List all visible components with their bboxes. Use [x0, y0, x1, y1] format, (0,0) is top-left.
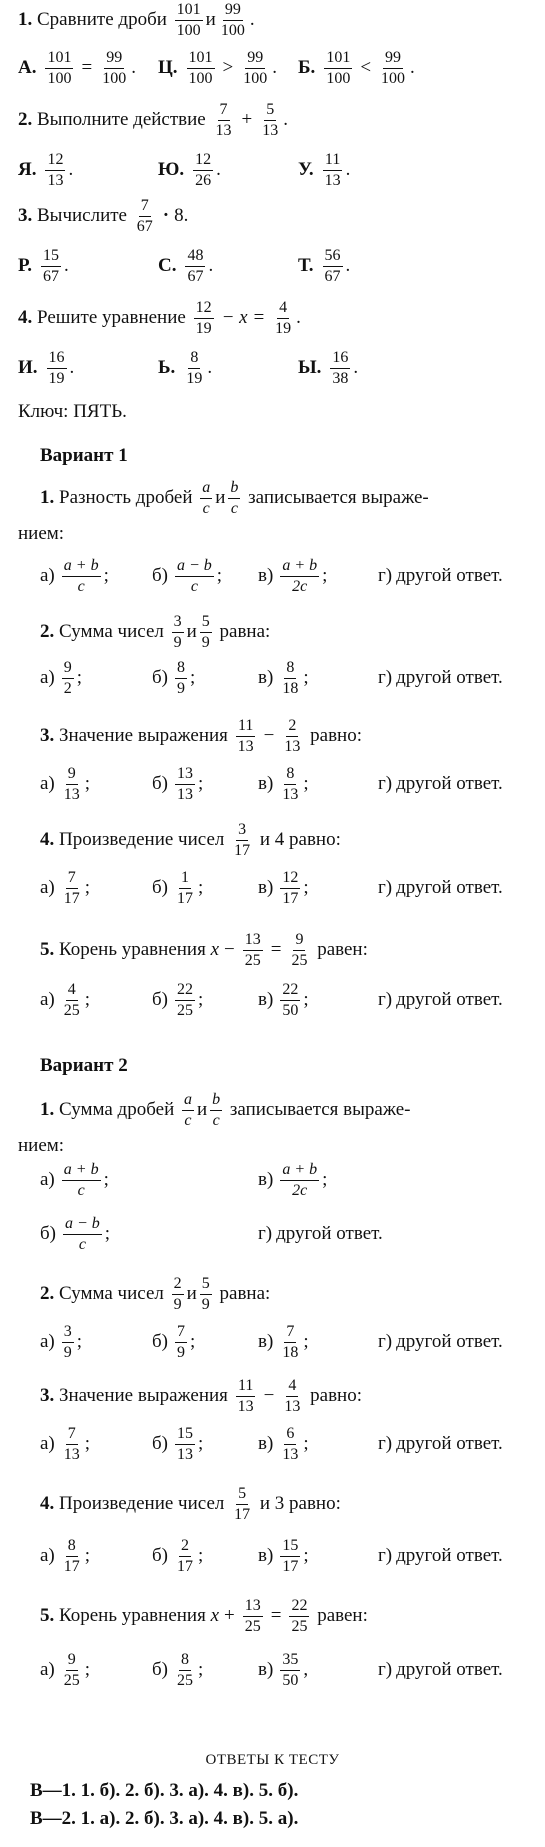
- answer-option: б) $\frac{8}{9}$ ;: [152, 658, 196, 697]
- v2-q1-options-row1: [18, 1160, 539, 1200]
- fraction: $\frac{13}{13}$: [177, 764, 193, 803]
- answer-option: б) $\frac{a - b}{c}$ ;: [40, 1214, 111, 1253]
- answer-option: б) $\frac{8}{25}$ ;: [152, 1650, 204, 1689]
- answer-option: а) $\frac{7}{17}$ ;: [40, 868, 91, 907]
- fraction: $\frac{2}{13}$: [284, 716, 301, 755]
- fraction: $\frac{11}{13}$: [324, 150, 341, 189]
- fraction: $\frac{99}{100}$: [220, 0, 245, 39]
- fraction: $\frac{13}{25}$: [244, 1596, 261, 1635]
- intro-question-4: 4. Решите уравнение $\frac{12}{19}$ − x = $\frac{4}{19}$ .: [18, 298, 301, 337]
- answer-option: б) $\frac{15}{13}$ ;: [152, 1424, 204, 1463]
- answer-option: Ц. $\frac{101}{100}$ > $\frac{99}{100}$ .: [158, 48, 277, 87]
- fraction: $\frac{101}{100}$: [176, 0, 201, 39]
- fraction: $\frac{9}{25}$: [63, 1650, 80, 1689]
- intro-question-2: 2. Выполните действие $\frac{7}{13}$ + $\frac{5}{13}$ .: [18, 100, 288, 139]
- fraction: $\frac{15}{13}$: [177, 1424, 193, 1463]
- answer-option: в) $\frac{a + b}{2c}$ ;: [258, 1160, 328, 1199]
- v1-question-5: 5. Корень уравнения x − $\frac{13}{25}$ = $\frac{9}{25}$ равен:: [40, 930, 368, 969]
- answer-option: в) $\frac{35}{50}$ ,: [258, 1650, 309, 1689]
- fraction: $\frac{5}{9}$: [201, 612, 210, 651]
- fraction: $\frac{7}{67}$: [136, 196, 153, 235]
- fraction: $\frac{9}{2}$: [63, 658, 72, 697]
- question-number: 1.: [18, 9, 33, 30]
- fraction: $\frac{99}{100}$: [243, 48, 268, 87]
- v1-question-3: 3. Значение выражения $\frac{11}{13}$ − $\frac{2}{13}$ равно:: [40, 716, 362, 755]
- question-number: 1.: [40, 487, 55, 508]
- fraction: $\frac{a - b}{c}$: [65, 1214, 100, 1253]
- answer-option: в) $\frac{8}{13}$ ;: [258, 764, 309, 803]
- fraction: $\frac{b}{c}$: [212, 1090, 221, 1129]
- fraction: $\frac{7}{13}$: [215, 100, 232, 139]
- fraction: $\frac{b}{c}$: [230, 478, 239, 517]
- fraction: $\frac{12}{26}$: [195, 150, 212, 189]
- answer-option: б) $\frac{13}{13}$ ;: [152, 764, 204, 803]
- v2-q2-options: [18, 1322, 539, 1362]
- answer-option: г) другой ответ.: [378, 773, 503, 794]
- intro-q2-options: [18, 150, 539, 190]
- answer-option: в) $\frac{12}{17}$ ;: [258, 868, 309, 907]
- answer-option: б) $\frac{a - b}{c}$ ;: [152, 556, 223, 595]
- v2-q3-options: [18, 1424, 539, 1464]
- variant-1-title: Вариант 1: [40, 445, 128, 466]
- fraction: $\frac{2}{9}$: [173, 1274, 182, 1313]
- v1-q4-options: [18, 868, 539, 908]
- answer-option: а) $\frac{9}{13}$ ;: [40, 764, 91, 803]
- question-number: 5.: [40, 1605, 55, 1626]
- fraction: $\frac{101}{100}$: [188, 48, 213, 87]
- answer-option: а) $\frac{a + b}{c}$ ;: [40, 1160, 109, 1199]
- answers-heading: ОТВЕТЫ К ТЕСТУ: [205, 1752, 340, 1768]
- fraction: $\frac{12}{19}$: [195, 298, 212, 337]
- fraction: $\frac{56}{67}$: [324, 246, 341, 285]
- question-number: 2.: [40, 621, 55, 642]
- fraction: $\frac{7}{9}$: [177, 1322, 185, 1361]
- answer-option: а) $\frac{9}{2}$ ;: [40, 658, 83, 697]
- answer-option: А. $\frac{101}{100}$ = $\frac{99}{100}$ .: [18, 48, 136, 87]
- v1-question-1: 1. Разность дробей $\frac{a}{c}$ и $\frac{b}{c}$ записывается выраже-: [40, 478, 429, 517]
- fraction: $\frac{8}{18}$: [282, 658, 299, 697]
- question-text: Сравните дроби: [37, 9, 167, 30]
- fraction: $\frac{48}{67}$: [187, 246, 204, 285]
- question-number: 2.: [18, 109, 33, 130]
- answer-option: Я. $\frac{12}{13}$ .: [18, 150, 74, 189]
- answer-option: г) другой ответ.: [378, 989, 503, 1010]
- answer-option: Т. $\frac{56}{67}$ .: [298, 246, 351, 285]
- answer-option: Ы. $\frac{16}{38}$ .: [298, 348, 359, 387]
- answer-option: а) $\frac{3}{9}$ ;: [40, 1322, 83, 1361]
- answer-option: в) $\frac{6}{13}$ ;: [258, 1424, 309, 1463]
- v2-question-2: 2. Сумма чисел $\frac{2}{9}$ и $\frac{5}{9}$ равна:: [40, 1274, 271, 1313]
- fraction: $\frac{7}{17}$: [63, 868, 80, 907]
- fraction: $\frac{a - b}{c}$: [177, 556, 212, 595]
- fraction: $\frac{9}{25}$: [291, 930, 308, 969]
- fraction: $\frac{8}{19}$: [186, 348, 203, 387]
- v2-question-1: 1. Сумма дробей $\frac{a}{c}$ и $\frac{b}{c}$ записывается выраже-: [40, 1090, 411, 1129]
- question-text: Вычислите: [37, 205, 127, 226]
- question-number: 4.: [40, 829, 55, 850]
- v2-q1-options-row2: [18, 1214, 539, 1254]
- fraction: $\frac{4}{19}$: [275, 298, 292, 337]
- answer-option: г) другой ответ.: [258, 1223, 383, 1244]
- answer-option: а) $\frac{7}{13}$ ;: [40, 1424, 91, 1463]
- fraction: $\frac{4}{13}$: [284, 1376, 301, 1415]
- fraction: $\frac{101}{100}$: [326, 48, 351, 87]
- intro-q3-options: [18, 246, 539, 286]
- v2-question-4: 4. Произведение чисел $\frac{5}{17}$ и 3 равно:: [40, 1484, 341, 1523]
- answer-option: г) другой ответ.: [378, 1659, 503, 1680]
- fraction: $\frac{11}{13}$: [237, 1376, 254, 1415]
- answer-option: а) $\frac{9}{25}$ ;: [40, 1650, 91, 1689]
- fraction: $\frac{a + b}{c}$: [63, 1160, 99, 1199]
- fraction: $\frac{22}{25}$: [177, 980, 193, 1019]
- question-number: 5.: [40, 939, 55, 960]
- answer-option: И. $\frac{16}{19}$ .: [18, 348, 75, 387]
- answers-line-v1: В—1. 1. б). 2. б). 3. а). 4. в). 5. б).: [30, 1780, 299, 1801]
- v2-q5-options: [18, 1650, 539, 1690]
- answer-option: в) $\frac{a + b}{2c}$ ;: [258, 556, 328, 595]
- answer-option: г) другой ответ.: [378, 1433, 503, 1454]
- answer-option: а) $\frac{a + b}{c}$ ;: [40, 556, 109, 595]
- fraction: $\frac{15}{17}$: [282, 1536, 299, 1575]
- fraction: $\frac{7}{18}$: [282, 1322, 299, 1361]
- answer-option: а) $\frac{8}{17}$ ;: [40, 1536, 91, 1575]
- question-number: 1.: [40, 1099, 55, 1120]
- intro-question-1: 1. Сравните дроби $\frac{101}{100}$ и $\frac{99}{100}$ .: [18, 0, 255, 39]
- question-number: 4.: [18, 307, 33, 328]
- v2-q4-options: [18, 1536, 539, 1576]
- answer-option: г) другой ответ.: [378, 1545, 503, 1566]
- fraction: $\frac{35}{50}$: [282, 1650, 299, 1689]
- fraction: $\frac{5}{17}$: [234, 1484, 251, 1523]
- answer-option: Ь. $\frac{8}{19}$ .: [158, 348, 213, 387]
- answer-key: Ключ: ПЯТЬ.: [18, 401, 127, 422]
- fraction: $\frac{2}{17}$: [177, 1536, 193, 1575]
- answer-option: в) $\frac{7}{18}$ ;: [258, 1322, 309, 1361]
- answer-option: г) другой ответ.: [378, 565, 503, 586]
- fraction: $\frac{3}{9}$: [63, 1322, 72, 1361]
- fraction: $\frac{15}{67}$: [42, 246, 59, 285]
- answer-option: б) $\frac{7}{9}$ ;: [152, 1322, 196, 1361]
- v1-question-1-cont: нием:: [18, 523, 65, 544]
- question-number: 2.: [40, 1283, 55, 1304]
- intro-question-3: 3. Вычислите $\frac{7}{67}$ · 8.: [18, 196, 189, 235]
- v1-question-2: 2. Сумма чисел $\frac{3}{9}$ и $\frac{5}{9}$ равна:: [40, 612, 271, 651]
- v2-question-5: 5. Корень уравнения x + $\frac{13}{25}$ = $\frac{22}{25}$ равен:: [40, 1596, 368, 1635]
- fraction: $\frac{7}{13}$: [63, 1424, 80, 1463]
- answers-line-v2: В—2. 1. а). 2. б). 3. а). 4. в). 5. а).: [30, 1808, 299, 1829]
- question-text: Выполните действие: [37, 109, 206, 130]
- fraction: $\frac{3}{9}$: [173, 612, 182, 651]
- fraction: $\frac{11}{13}$: [237, 716, 254, 755]
- v1-q5-options: [18, 980, 539, 1020]
- answer-option: У. $\frac{11}{13}$ .: [298, 150, 351, 189]
- fraction: $\frac{a}{c}$: [183, 1090, 192, 1129]
- fraction: $\frac{12}{17}$: [282, 868, 299, 907]
- v2-question-3: 3. Значение выражения $\frac{11}{13}$ − $\frac{4}{13}$ равно:: [40, 1376, 362, 1415]
- answer-option: в) $\frac{22}{50}$ ;: [258, 980, 309, 1019]
- answer-option: Р. $\frac{15}{67}$ .: [18, 246, 69, 285]
- fraction: $\frac{16}{38}$: [332, 348, 349, 387]
- fraction: $\frac{99}{100}$: [102, 48, 127, 87]
- answer-option: в) $\frac{8}{18}$ ;: [258, 658, 309, 697]
- fraction: $\frac{99}{100}$: [381, 48, 406, 87]
- answer-option: а) $\frac{4}{25}$ ;: [40, 980, 91, 1019]
- fraction: $\frac{12}{13}$: [47, 150, 64, 189]
- fraction: $\frac{22}{50}$: [282, 980, 299, 1019]
- fraction: $\frac{8}{13}$: [282, 764, 299, 803]
- fraction: $\frac{1}{17}$: [177, 868, 193, 907]
- question-number: 4.: [40, 1493, 55, 1514]
- v1-q2-options: [18, 658, 539, 698]
- question-number: 3.: [40, 1385, 55, 1406]
- fraction: $\frac{8}{9}$: [177, 658, 185, 697]
- fraction: $\frac{4}{25}$: [63, 980, 80, 1019]
- fraction: $\frac{8}{17}$: [63, 1536, 80, 1575]
- answer-option: в) $\frac{15}{17}$ ;: [258, 1536, 309, 1575]
- intro-q1-options: [18, 48, 539, 88]
- fraction: $\frac{a + b}{2c}$: [282, 556, 318, 595]
- fraction: $\frac{a}{c}$: [202, 478, 211, 517]
- fraction: $\frac{5}{13}$: [262, 100, 279, 139]
- fraction: $\frac{13}{25}$: [244, 930, 261, 969]
- fraction: $\frac{5}{9}$: [201, 1274, 210, 1313]
- question-number: 3.: [18, 205, 33, 226]
- fraction: $\frac{9}{13}$: [63, 764, 80, 803]
- question-number: 3.: [40, 725, 55, 746]
- answer-option: г) другой ответ.: [378, 1331, 503, 1352]
- answer-option: Б. $\frac{101}{100}$ < $\frac{99}{100}$ .: [298, 48, 415, 87]
- fraction: $\frac{a + b}{2c}$: [282, 1160, 318, 1199]
- question-text: Решите уравнение: [37, 307, 186, 328]
- fraction: $\frac{3}{17}$: [234, 820, 251, 859]
- v1-q3-options: [18, 764, 539, 804]
- answer-option: С. $\frac{48}{67}$ .: [158, 246, 214, 285]
- v1-q1-options: [18, 556, 539, 596]
- fraction: $\frac{8}{25}$: [177, 1650, 193, 1689]
- fraction: $\frac{16}{19}$: [48, 348, 65, 387]
- answer-option: г) другой ответ.: [378, 877, 503, 898]
- answer-option: б) $\frac{1}{17}$ ;: [152, 868, 204, 907]
- fraction: $\frac{101}{100}$: [47, 48, 72, 87]
- v1-question-4: 4. Произведение чисел $\frac{3}{17}$ и 4 равно:: [40, 820, 341, 859]
- fraction: $\frac{6}{13}$: [282, 1424, 299, 1463]
- fraction: $\frac{a + b}{c}$: [63, 556, 99, 595]
- intro-q4-options: [18, 348, 539, 388]
- v2-question-1-cont: нием:: [18, 1135, 65, 1156]
- answer-option: Ю. $\frac{12}{26}$ .: [158, 150, 221, 189]
- answer-option: г) другой ответ.: [378, 667, 503, 688]
- variant-2-title: Вариант 2: [40, 1055, 128, 1076]
- answer-option: б) $\frac{22}{25}$ ;: [152, 980, 204, 1019]
- fraction: $\frac{22}{25}$: [291, 1596, 308, 1635]
- answer-option: б) $\frac{2}{17}$ ;: [152, 1536, 204, 1575]
